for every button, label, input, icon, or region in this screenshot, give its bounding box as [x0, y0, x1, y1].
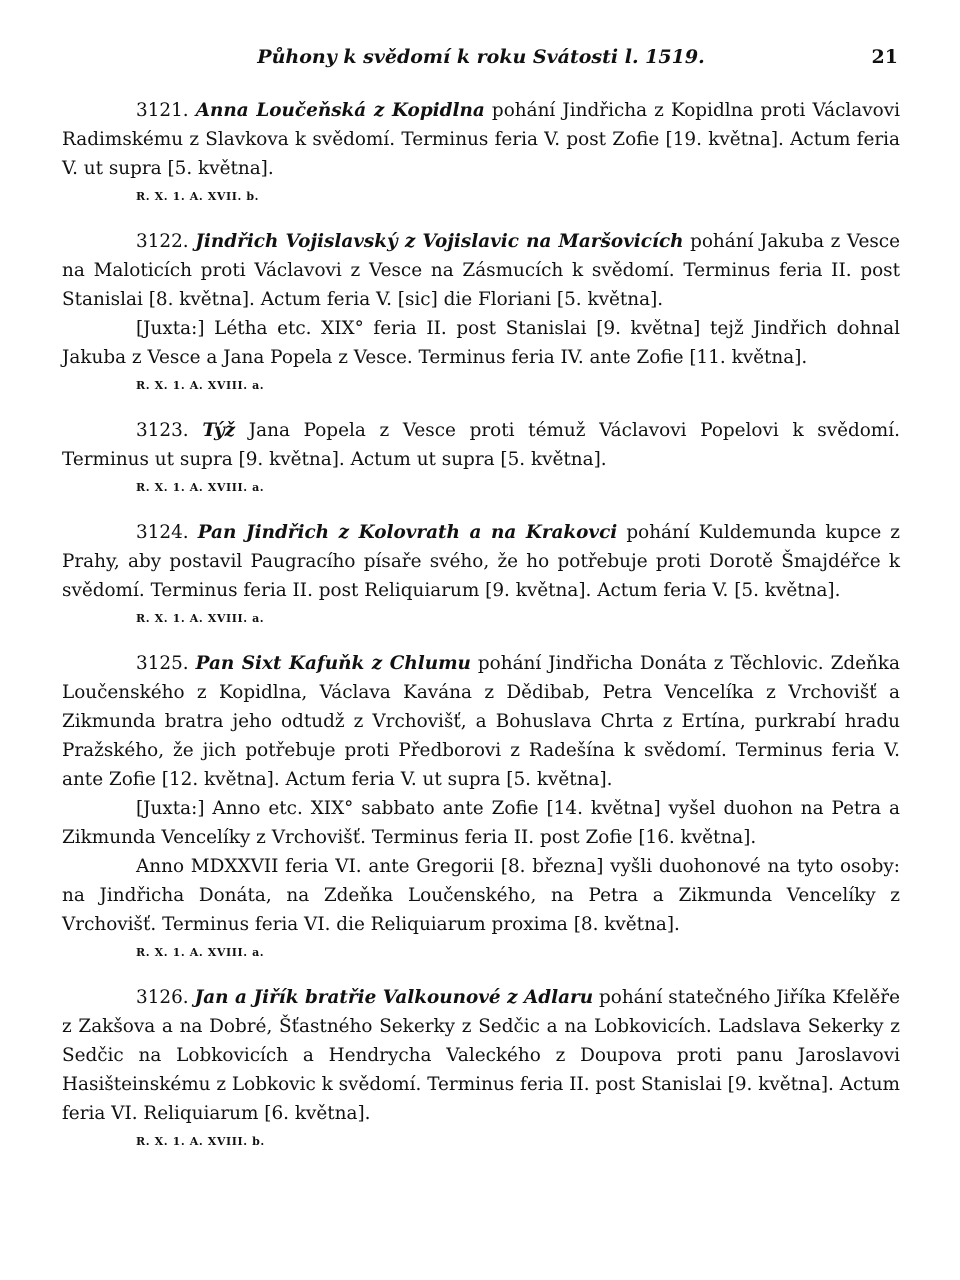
entry-text: pohání Jakuba z Vesce na Maloticích proti Václavovi z Vesce na Zásmucích k svědomí. Terminus feria II. post Stanislai [8. května]. Actum feria V. [sic] die Floriani [5. května]. — [62, 231, 900, 310]
entry-parties: Anna Loučeňská z Kopidlna — [195, 100, 485, 121]
page — [62, 44, 900, 1154]
entry-note: [Juxta:] Létha etc. XIX° feria II. post Stanislai [9. května] tejž Jindřich dohnal Jakuba z Vesce a Jana Popela z Vesce. Terminus feria IV. ante Zofie [11. května]. — [62, 318, 900, 368]
entry-parties: Jan a Jiřík bratřie Valkounové z Adlaru — [194, 987, 594, 1008]
entry-note: Anno MDXXVII feria VI. ante Gregorii [8. března] vyšli duohonové na tyto osoby: na Jindřicha Donáta, na Zdeňka Loučenského, na Petra a Zikmunda Vencelíky z Vrchovišť. Terminus feria VI. die Reliquiarum proxima [8. května]. — [62, 856, 900, 935]
entry-text: pohání Kuldemunda kupce z Prahy, aby postavil Paugracího písaře svého, že ho potřebuje proti Dorotě Šmajdéřce k svědomí. Terminus feria II. post Reliquiarum [9. května]. Actum feria V. [5. května]. — [62, 522, 900, 601]
entry-paragraph — [62, 416, 900, 474]
entry-paragraph — [62, 649, 900, 794]
entry-paragraph — [62, 983, 900, 1128]
entry-parties: Pan Sixt Kafuňk z Chlumu — [195, 653, 471, 674]
entry-text: pohání Jindřicha Donáta z Těchlovic. Zdeňka Loučenského z Kopidlna, Václava Kavána z Dědibab, Petra Vencelíka z Vrchovišť a Zikmunda bratra jeho odtudž z Vrchovišť, a Bohuslava Chrta z Ertína, purkrabí hradu Pražského, že jich potřebuje proti Předborovi z Radešína k svědomí. Terminus feria V. ante Zofie [12. května]. Actum feria V. ut supra [5. května]. — [62, 653, 900, 790]
entry-number: 3123. — [136, 420, 189, 441]
entry-text: pohání statečného Jiříka Kfelěře z Zakšova a na Dobré, Šťastného Sekerky z Sedčic a na Lobkovicích. Ladslava Sekerky z Sedčic na Lobkovicích a Hendrycha Valeckého z Doupova proti panu Jaroslavovi Hasišteinskému z Lobkovic k svědomí. Terminus feria II. post Stanislai [9. května]. Actum feria VI. Reliquiarum [6. května]. — [62, 987, 900, 1124]
entry-text: pohání Jindřicha z Kopidlna proti Václavovi Radimskému z Slavkova k svědomí. Terminus feria V. post Zofie [19. května]. Actum feria V. ut supra [5. května]. — [62, 100, 900, 179]
entry-note: [Juxta:] Anno etc. XIX° sabbato ante Zofie [14. května] vyšel duohon na Petra a Zikmunda Vencelíky z Vrchovišť. Terminus feria II. post Zofie [16. května]. — [62, 798, 900, 848]
archive-reference: R. X. 1. A. XVIII. a. — [136, 612, 265, 625]
entry-number: 3122. — [136, 231, 189, 252]
entry-3126 — [62, 983, 900, 1154]
archive-reference: R. X. 1. A. XVII. b. — [136, 190, 260, 203]
entry-number: 3125. — [136, 653, 189, 674]
entry-number: 3124. — [136, 522, 189, 543]
entry-parties: Pan Jindřich z Kolovrath a na Krakovci — [197, 522, 618, 543]
archive-reference: R. X. 1. A. XVIII. a. — [136, 379, 265, 392]
entry-3121 — [62, 96, 900, 209]
entry-paragraph — [62, 96, 900, 183]
entry-parties: Týž — [202, 420, 236, 441]
page-number: 21 — [871, 46, 898, 68]
entry-paragraph — [62, 227, 900, 314]
entry-3122 — [62, 227, 900, 398]
running-title: Půhony k svědomí k roku Svátosti l. 1519. — [257, 46, 705, 68]
entry-3123 — [62, 416, 900, 500]
entry-paragraph — [62, 518, 900, 605]
entry-number: 3126. — [136, 987, 189, 1008]
entry-3125 — [62, 649, 900, 965]
entry-parties: Jindřich Vojislavský z Vojislavic na Maršovicích — [195, 231, 684, 252]
archive-reference: R. X. 1. A. XVIII. a. — [136, 481, 265, 494]
entry-text: Jana Popela z Vesce proti témuž Václavovi Popelovi k svědomí. Terminus ut supra [9. května]. Actum ut supra [5. května]. — [62, 420, 900, 470]
archive-reference: R. X. 1. A. XVIII. b. — [136, 1135, 265, 1148]
archive-reference: R. X. 1. A. XVIII. a. — [136, 946, 265, 959]
entry-number: 3121. — [136, 100, 189, 121]
entry-3124 — [62, 518, 900, 631]
page-header — [62, 44, 900, 78]
